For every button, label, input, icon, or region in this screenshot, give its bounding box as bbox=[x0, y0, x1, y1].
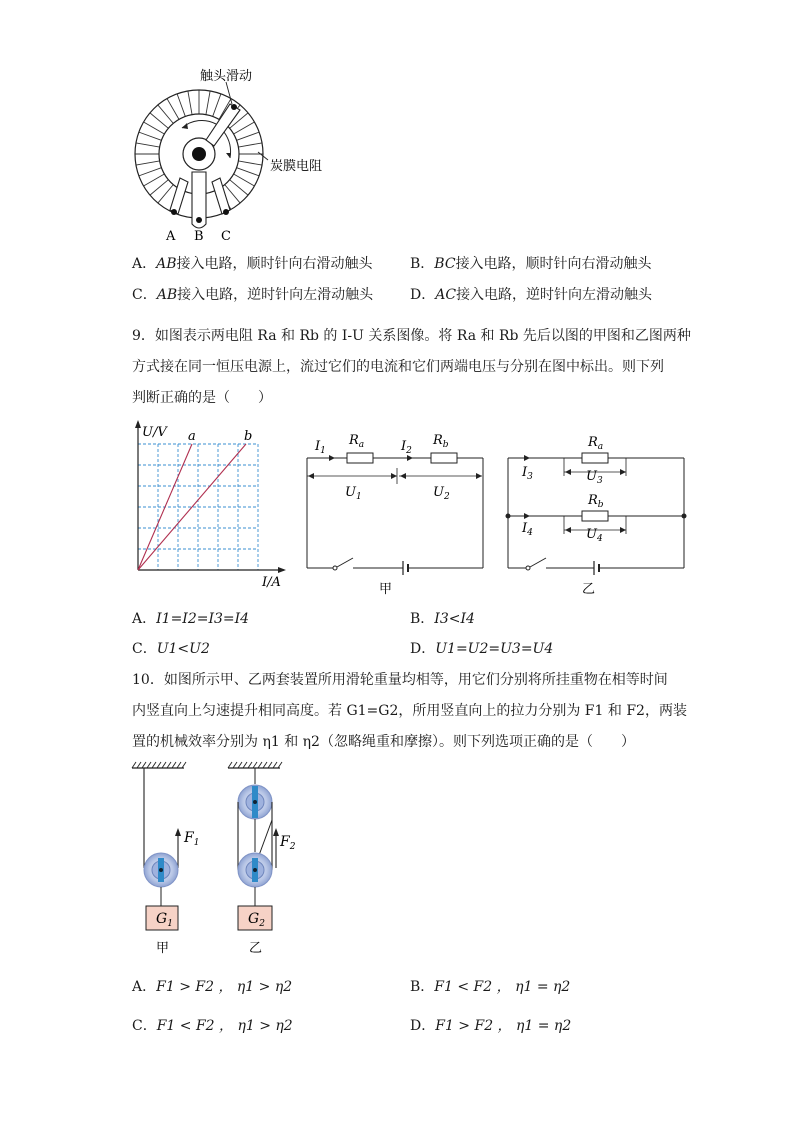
svg-text:G1: $G_1$ bbox=[156, 911, 173, 929]
svg-text:Rb: $R_b$ bbox=[433, 433, 449, 450]
q9-option-b[interactable]: B．I3<I4 bbox=[410, 611, 475, 627]
terminal-a: A bbox=[166, 229, 176, 244]
q9-option-a[interactable]: A．I1=I2=I3=I4 bbox=[132, 611, 250, 627]
q10-line-1: 10．如图所示甲、乙两套装置所用滑轮重量均相等，用它们分别将所挂重物在相等时间 bbox=[132, 672, 668, 688]
svg-text:F2: $F_2$ bbox=[280, 834, 296, 852]
film-label: 炭膜电阻 bbox=[270, 159, 323, 174]
svg-text:U1: $U_1$ bbox=[345, 485, 362, 502]
x-axis-label: I/A bbox=[262, 575, 281, 590]
pulley-caption-jia: 甲 bbox=[156, 941, 170, 956]
q9-line-1: 9．如图表示两电阻 Ra 和 Rb 的 I-U 关系图像。将 Ra 和 Rb 先后以图的甲图和乙图两种 bbox=[132, 328, 691, 344]
svg-text:I3: $I_3$ bbox=[522, 465, 533, 482]
terminal-b: B bbox=[194, 229, 204, 244]
svg-text:U3: $U_3$ bbox=[586, 469, 603, 486]
q9-option-c[interactable]: C．U1<U2 bbox=[132, 641, 210, 657]
q8-option-c[interactable]: C．AB接入电路，逆时针向左滑动触头 bbox=[132, 287, 374, 303]
caption-yi: 乙 bbox=[582, 582, 596, 597]
circuit-jia bbox=[305, 428, 495, 603]
q10-option-d[interactable]: D．F1 > F2 ， η1 = η2 bbox=[410, 1018, 572, 1034]
q9-line-3: 判断正确的是（ ） bbox=[132, 390, 272, 406]
q10-option-a[interactable]: A．F1 > F2 ， η1 > η2 bbox=[132, 979, 293, 995]
contact-label: 触头滑动 bbox=[200, 69, 253, 84]
svg-text:U4: $U_4$ bbox=[586, 527, 603, 544]
svg-text:G2: $G_2$ bbox=[248, 911, 265, 929]
circuit-yi bbox=[506, 428, 696, 603]
q8-option-d[interactable]: D．AC接入电路，逆时针向左滑动触头 bbox=[410, 287, 653, 303]
svg-text:I1: $I_1$ bbox=[315, 439, 326, 456]
potentiometer-figure bbox=[130, 62, 370, 242]
svg-text:Ra: $R_a$ bbox=[588, 435, 604, 452]
q10-line-2: 内竖直向上匀速提升相同高度。若 G1=G2，所用竖直向上的拉力分别为 F1 和 F2，两装 bbox=[132, 703, 687, 719]
y-axis-label: U/V bbox=[142, 425, 167, 440]
q10-line-3: 置的机械效率分别为 η1 和 η2（忽略绳重和摩擦）。则下列选项正确的是（ ） bbox=[132, 734, 635, 750]
caption-jia: 甲 bbox=[379, 582, 393, 597]
q10-option-b[interactable]: B．F1 < F2 ， η1 = η2 bbox=[410, 979, 571, 995]
svg-text:Ra: $R_a$ bbox=[349, 433, 365, 450]
svg-text:I4: $I_4$ bbox=[522, 521, 533, 538]
line-b-label: b bbox=[244, 429, 253, 444]
svg-text:Rb: $R_b$ bbox=[588, 493, 604, 510]
svg-text:F1: $F_1$ bbox=[184, 830, 200, 848]
pulley-caption-yi: 乙 bbox=[249, 941, 263, 956]
line-a-label: a bbox=[188, 429, 196, 444]
svg-text:U2: $U_2$ bbox=[433, 485, 450, 502]
svg-text:I2: $I_2$ bbox=[401, 439, 412, 456]
pulley-figure bbox=[128, 762, 308, 962]
q10-option-c[interactable]: C．F1 < F2 ， η1 > η2 bbox=[132, 1018, 293, 1034]
q9-line-2: 方式接在同一恒压电源上，流过它们的电流和它们两端电压与分别在图中标出。则下列 bbox=[132, 359, 664, 375]
iu-graph bbox=[128, 418, 288, 588]
q8-option-b[interactable]: B．BC接入电路，顺时针向右滑动触头 bbox=[410, 256, 652, 272]
terminal-c: C bbox=[221, 229, 231, 244]
q9-option-d[interactable]: D．U1=U2=U3=U4 bbox=[410, 641, 554, 657]
q8-option-a[interactable]: A．AB接入电路，顺时针向右滑动触头 bbox=[132, 256, 373, 272]
